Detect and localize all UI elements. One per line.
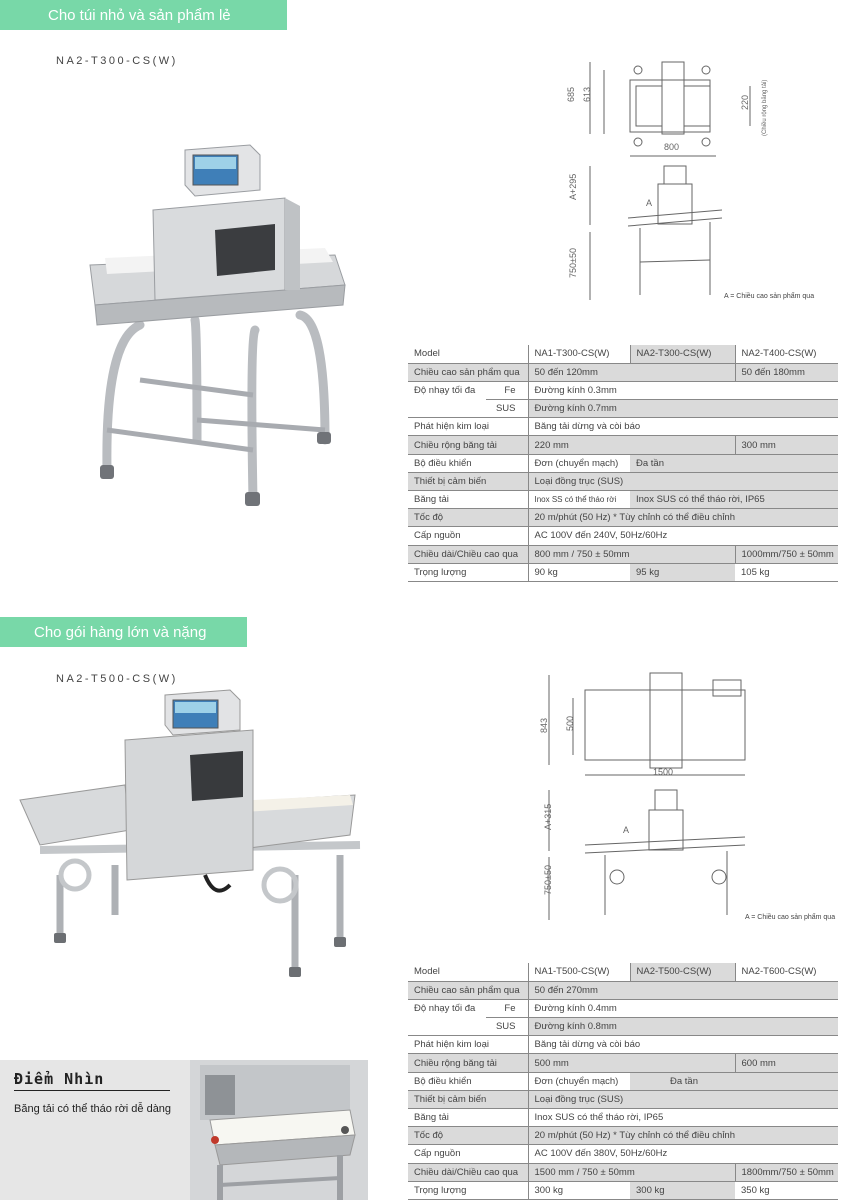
table-row: Độ nhạy tối đa Fe Đường kính 0.3mm <box>408 381 838 399</box>
table-row: Chiều rộng băng tải 500 mm 600 mm <box>408 1054 838 1072</box>
table-row: Chiều dài/Chiều cao qua 800 mm / 750 ± 50mm 1000mm/750 ± 50mm <box>408 545 838 563</box>
table-row: SUS Đường kính 0.7mm <box>408 400 838 418</box>
table-row: Chiều dài/Chiều cao qua 1500 mm / 750 ± 50mm 1800mm/750 ± 50mm <box>408 1163 838 1181</box>
svg-text:750±50: 750±50 <box>568 248 578 278</box>
svg-text:A+315: A+315 <box>543 803 553 830</box>
svg-text:500: 500 <box>565 715 575 731</box>
table-row: Tốc độ 20 m/phút (50 Hz) * Tùy chỉnh có thể điều chỉnh <box>408 1127 838 1145</box>
section1-model-code: NA2-T300-CS(W) <box>56 55 178 67</box>
section2-model-code: NA2-T500-CS(W) <box>56 673 178 685</box>
table-row: Phát hiện kim loại Băng tải dừng và còi báo <box>408 1036 838 1054</box>
svg-text:843: 843 <box>539 717 549 733</box>
table-row: Băng tải Inox SUS có thể tháo rời, IP65 <box>408 1109 838 1127</box>
table-row: Độ nhạy tối đa Fe Đường kính 0.4mm <box>408 999 838 1017</box>
spec-table-large <box>408 963 838 1200</box>
section1-banner: Cho túi nhỏ và sản phẩm lẻ <box>0 0 287 30</box>
table-row: Bộ điều khiển Đơn (chuyển mạch) Đa tần <box>408 1072 838 1090</box>
svg-text:A: A <box>623 825 630 835</box>
table-row: Thiết bị cảm biến Loại đồng trục (SUS) <box>408 472 838 490</box>
table-row: Tốc độ 20 m/phút (50 Hz) * Tùy chỉnh có thể điều chỉnh <box>408 509 838 527</box>
drawing-note-large: A = Chiều cao sản phẩm qua <box>745 914 836 921</box>
svg-text:A+295: A+295 <box>568 173 578 200</box>
highlight-title: Điểm Nhìn <box>14 1070 105 1088</box>
table-row: Cấp nguồn AC 100V đến 380V, 50Hz/60Hz <box>408 1145 838 1163</box>
highlight-text: Băng tải có thể tháo rời dễ dàng <box>14 1103 172 1115</box>
svg-text:750±50: 750±50 <box>543 865 553 895</box>
svg-text:1500: 1500 <box>653 767 674 777</box>
svg-text:220: 220 <box>740 94 750 110</box>
table-row: Cấp nguồn AC 100V đến 240V, 50Hz/60Hz <box>408 527 838 545</box>
svg-text:685: 685 <box>566 86 576 102</box>
metal-detector-photo-large <box>15 685 365 980</box>
table-row: Trọng lượng 90 kg 95 kg 105 kg <box>408 563 838 581</box>
svg-text:(Chiều rộng băng tải): (Chiều rộng băng tải) <box>762 79 768 136</box>
highlight-box <box>0 1060 368 1200</box>
svg-text:A: A <box>646 198 653 208</box>
table-row: Phát hiện kim loại Băng tải dừng và còi báo <box>408 418 838 436</box>
dimension-drawing-large <box>535 665 845 925</box>
table-row: Trọng lượng 300 kg 300 kg 350 kg <box>408 1181 838 1199</box>
table-row: Chiều cao sản phẩm qua 50 đến 120mm 50 đến 180mm <box>408 363 838 381</box>
section2-banner: Cho gói hàng lớn và nặng <box>0 617 247 647</box>
table-row: Thiết bị cảm biến Loại đồng trục (SUS) <box>408 1090 838 1108</box>
table-row: Chiều cao sản phẩm qua 50 đến 270mm <box>408 981 838 999</box>
table-row: Model NA1-T500-CS(W) NA2-T500-CS(W) NA2-T600-CS(W) <box>408 963 838 981</box>
table-row: Model NA1-T300-CS(W) NA2-T300-CS(W) NA2-T400-CS(W) <box>408 345 838 363</box>
dimension-drawing-small <box>560 50 845 305</box>
spec-table-small <box>408 345 838 582</box>
table-row: SUS Đường kính 0.8mm <box>408 1018 838 1036</box>
removable-belt-photo <box>190 1060 368 1200</box>
svg-text:613: 613 <box>582 86 592 102</box>
drawing-note-small: A = Chiều cao sản phẩm qua <box>724 293 815 300</box>
table-row: Chiều rộng băng tải 220 mm 300 mm <box>408 436 838 454</box>
metal-detector-photo-small <box>85 140 355 510</box>
table-row: Băng tải Inox SS có thể tháo rời Inox SUS có thể tháo rời, IP65 <box>408 491 838 509</box>
table-row: Bộ điều khiển Đơn (chuyển mạch) Đa tần <box>408 454 838 472</box>
highlight-divider <box>14 1090 170 1091</box>
svg-text:800: 800 <box>664 142 680 152</box>
